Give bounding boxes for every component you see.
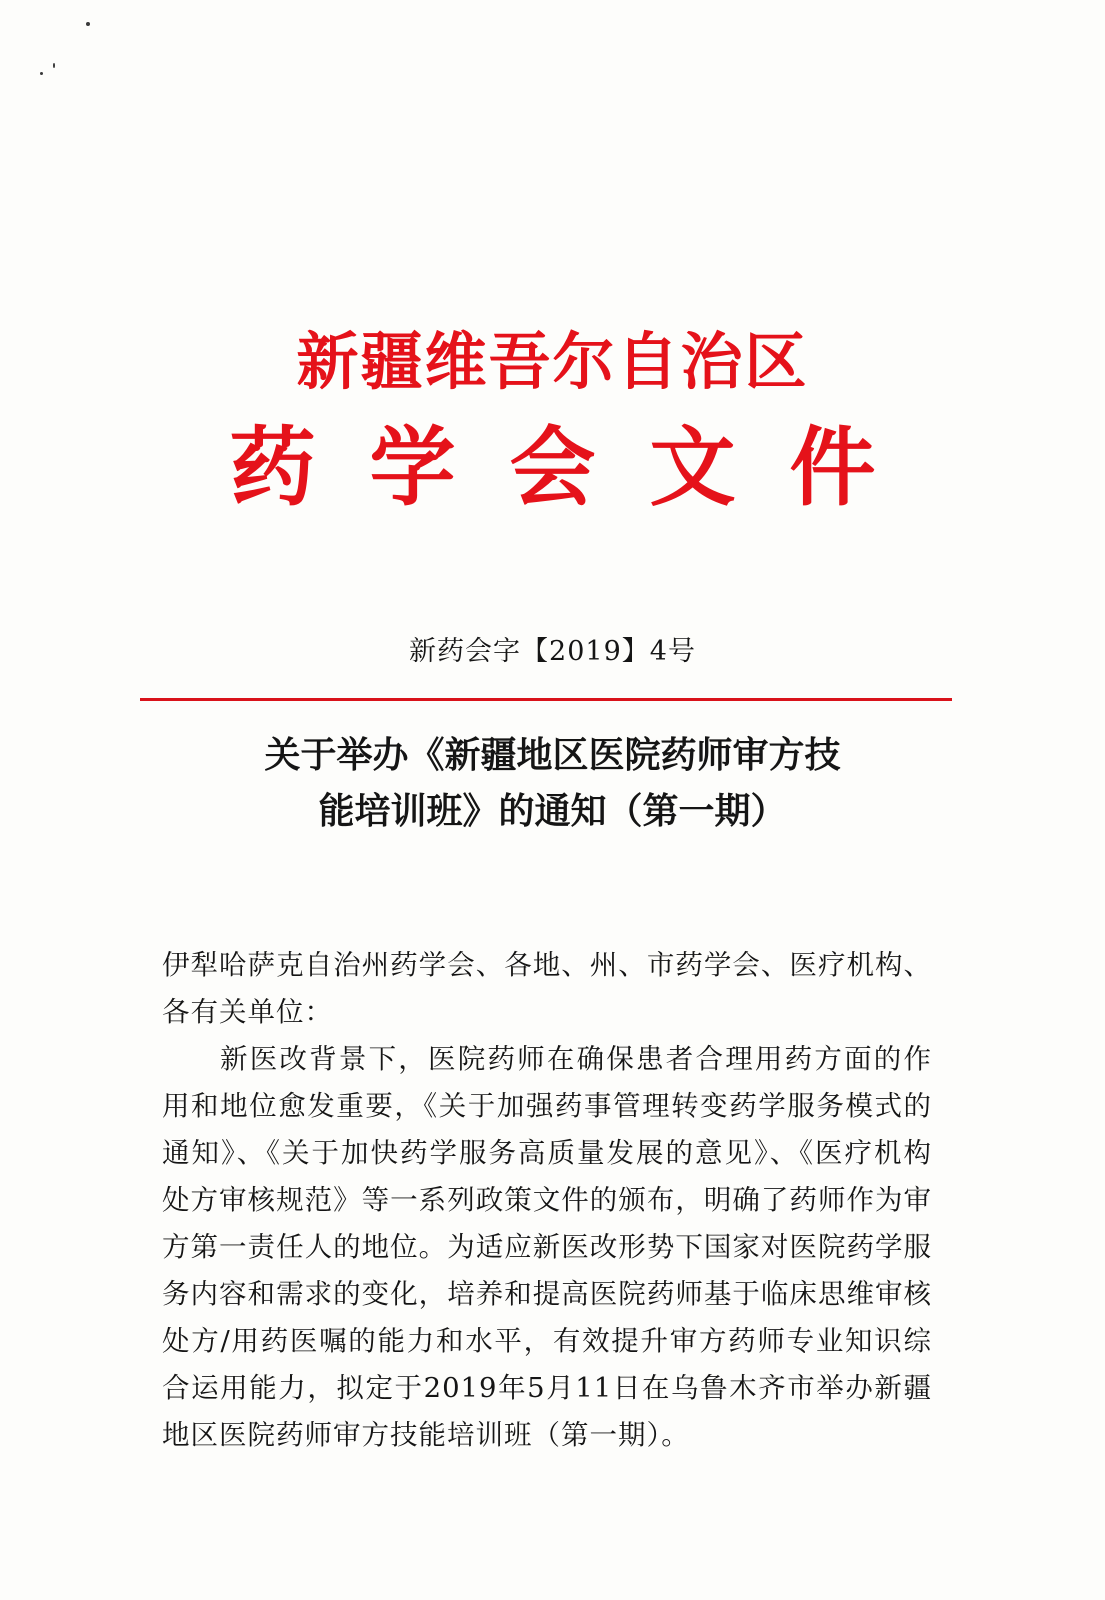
issuing-organization: 新疆维吾尔自治区 <box>296 325 809 398</box>
scan-speck <box>53 63 55 68</box>
notice-title-line-1: 关于举办《新疆地区医院药师审方技 <box>264 735 841 776</box>
notice-title <box>0 728 1105 840</box>
body-paragraph-1: 新医改背景下，医院药师在确保患者合理用药方面的作用和地位愈发重要，《关于加强药事管理转变药学服务模式的通知》、《关于加快药学服务高质量发展的意见》、《医疗机构处方审核规范》等一系列政策文件的颁布，明确了药师作为审方第一责任人的地位。为适应新医改形势下国家对医院药学服务内容和需求的变化，培养和提高医院药师基于临床思维审核处方/用药医嘱的能力和水平，有效提升审方药师专业知识综合运用能力，拟定于2019年5月11日在乌鲁木齐市举办新疆地区医院药师审方技能培训班（第一期）。 <box>162 1043 932 1451</box>
document-number: 新药会字【2019】4号 <box>409 636 696 667</box>
scan-speck <box>40 72 43 75</box>
addressee: 伊犁哈萨克自治州药学会、各地、州、市药学会、医疗机构、各有关单位： <box>162 949 932 1028</box>
notice-body <box>162 942 932 1459</box>
document-type-heading: 药学会文件 <box>229 418 930 518</box>
notice-title-line-2: 能培训班》的通知（第一期） <box>318 791 787 832</box>
scan-speck <box>86 22 90 26</box>
red-divider-line <box>140 698 952 701</box>
